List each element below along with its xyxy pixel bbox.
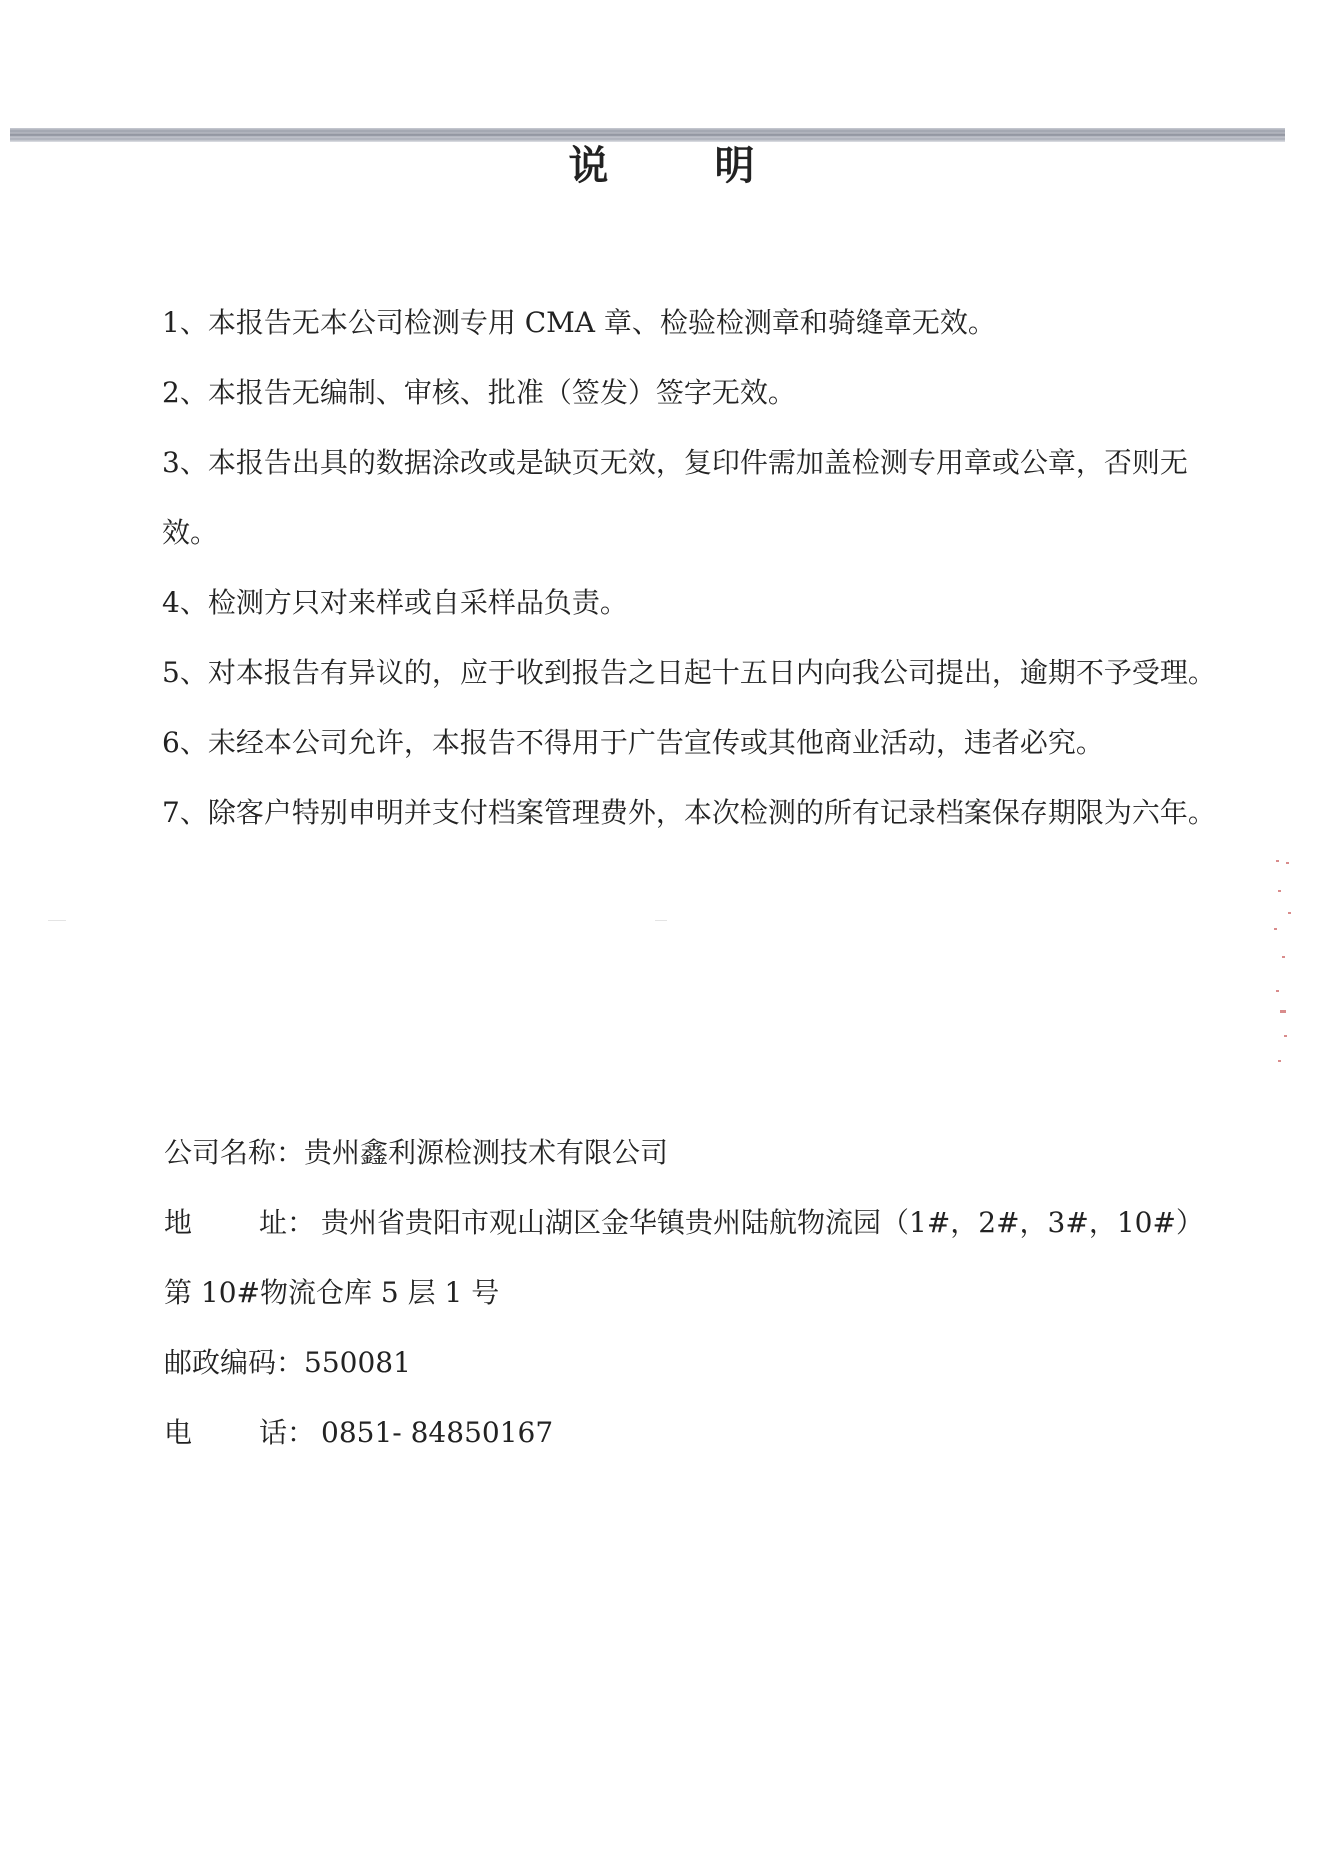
phone-value: 0851- 84850167 [321, 1416, 554, 1449]
seal-mark [1288, 912, 1291, 914]
postcode-label: 邮政编码： [164, 1346, 305, 1379]
seal-mark [1278, 1060, 1281, 1062]
address-line-2 [164, 1258, 1244, 1328]
seal-mark [1282, 956, 1285, 958]
page-title: 说 明 [568, 142, 801, 189]
address-label-part-2: 址： [259, 1206, 316, 1239]
note-item-6: 6、未经本公司允许，本报告不得用于广告宣传或其他商业活动，违者必究。 [162, 726, 1104, 759]
phone-label-part-1: 电 [164, 1416, 193, 1449]
address-value: 贵州省贵阳市观山湖区金华镇贵州陆航物流园（1#，2#，3#，10#） [321, 1206, 1204, 1239]
address-line [164, 1188, 1244, 1258]
contact-block [164, 1118, 1244, 1468]
scan-artifact [48, 920, 66, 921]
phone-line [164, 1398, 1244, 1468]
seal-mark [1280, 1010, 1286, 1013]
seal-mark [1286, 862, 1289, 864]
scan-artifact [655, 920, 667, 921]
company-label: 公司名称： [164, 1136, 305, 1169]
postcode-value: 550081 [304, 1346, 411, 1379]
seal-mark [1276, 860, 1279, 862]
company-line [164, 1118, 1244, 1188]
seal-mark [1274, 928, 1277, 930]
note-item-4: 4、检测方只对来样或自采样品负责。 [162, 586, 628, 619]
note-item-3: 3、本报告出具的数据涂改或是缺页无效，复印件需加盖检测专用章或公章，否则无效。 [162, 446, 1188, 549]
address-label-part-1: 地 [164, 1206, 193, 1239]
seal-edge-marks [1268, 860, 1298, 1080]
phone-label-part-2: 话： [259, 1416, 316, 1449]
seal-mark [1276, 990, 1279, 992]
seal-mark [1278, 890, 1281, 892]
note-item-2: 2、本报告无编制、审核、批准（签发）签字无效。 [162, 376, 796, 409]
address-label [164, 1188, 321, 1258]
notes-list [162, 288, 1222, 848]
note-item-7: 7、除客户特别申明并支付档案管理费外，本次检测的所有记录档案保存期限为六年。 [162, 796, 1216, 829]
note-item-1: 1、本报告无本公司检测专用 CMA 章、检验检测章和骑缝章无效。 [162, 306, 996, 339]
address-value-continued: 第 10#物流仓库 5 层 1 号 [164, 1276, 500, 1309]
phone-label [164, 1398, 321, 1468]
note-item-5: 5、对本报告有异议的，应于收到报告之日起十五日内向我公司提出，逾期不予受理。 [162, 656, 1216, 689]
postcode-line [164, 1328, 1244, 1398]
seal-mark [1284, 1035, 1287, 1037]
company-value: 贵州鑫利源检测技术有限公司 [304, 1136, 669, 1169]
